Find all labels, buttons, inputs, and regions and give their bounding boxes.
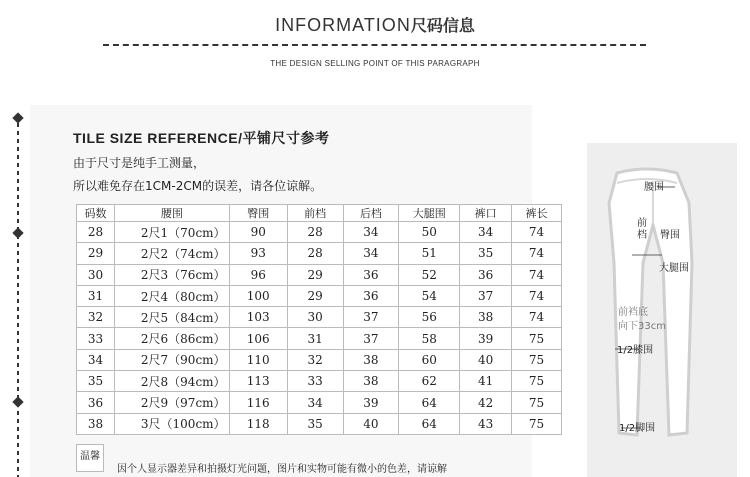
col-hem: 裤口 bbox=[460, 205, 512, 222]
table-row bbox=[77, 413, 562, 434]
cell-length: 74 bbox=[512, 307, 562, 328]
cell-length: 74 bbox=[512, 243, 562, 264]
cell-waist: 2尺4（80cm） bbox=[114, 285, 229, 306]
warm-tip-label: 温馨 bbox=[76, 444, 104, 472]
cell-front-rise: 28 bbox=[287, 243, 343, 264]
cell-thigh: 58 bbox=[399, 328, 460, 349]
table-row bbox=[77, 392, 562, 413]
cell-length: 75 bbox=[512, 328, 562, 349]
cell-back-rise: 39 bbox=[343, 392, 399, 413]
title-chinese: 尺码信息 bbox=[410, 18, 475, 35]
col-front-rise: 前档 bbox=[287, 205, 343, 222]
cell-back-rise: 37 bbox=[343, 328, 399, 349]
diagram-label-hip: 臀围 bbox=[660, 230, 680, 241]
cell-hem: 35 bbox=[460, 243, 512, 264]
title-divider bbox=[103, 44, 646, 46]
cell-length: 75 bbox=[512, 349, 562, 370]
cell-length: 75 bbox=[512, 392, 562, 413]
cell-waist: 2尺1（70cm） bbox=[114, 222, 229, 243]
cell-hip: 90 bbox=[229, 222, 287, 243]
cell-front-rise: 28 bbox=[287, 222, 343, 243]
reference-title: TILE SIZE REFERENCE/平铺尺寸参考 bbox=[73, 130, 330, 146]
cell-waist: 3尺（100cm） bbox=[114, 413, 229, 434]
cell-thigh: 54 bbox=[399, 285, 460, 306]
cell-waist: 2尺3（76cm） bbox=[114, 264, 229, 285]
table-row bbox=[77, 264, 562, 285]
cell-back-rise: 40 bbox=[343, 413, 399, 434]
cell-back-rise: 38 bbox=[343, 349, 399, 370]
table-row bbox=[77, 222, 562, 243]
cell-size: 36 bbox=[77, 392, 115, 413]
col-hip: 臀围 bbox=[229, 205, 287, 222]
cell-size: 28 bbox=[77, 222, 115, 243]
section-title bbox=[0, 13, 750, 36]
cell-hem: 39 bbox=[460, 328, 512, 349]
cell-back-rise: 36 bbox=[343, 285, 399, 306]
cell-thigh: 51 bbox=[399, 243, 460, 264]
cell-hip: 103 bbox=[229, 307, 287, 328]
col-size: 码数 bbox=[77, 205, 115, 222]
col-thigh: 大腿围 bbox=[399, 205, 460, 222]
cell-hip: 93 bbox=[229, 243, 287, 264]
table-row bbox=[77, 243, 562, 264]
diagram-label-waist: 腰围 bbox=[644, 182, 664, 193]
cell-hem: 34 bbox=[460, 222, 512, 243]
cell-waist: 2尺2（74cm） bbox=[114, 243, 229, 264]
cell-hem: 41 bbox=[460, 371, 512, 392]
cell-back-rise: 34 bbox=[343, 243, 399, 264]
col-length: 裤长 bbox=[512, 205, 562, 222]
cell-thigh: 62 bbox=[399, 371, 460, 392]
cell-front-rise: 34 bbox=[287, 392, 343, 413]
diagram-label-thigh: 大腿围 bbox=[659, 263, 689, 274]
pants-diagram bbox=[587, 143, 737, 477]
table-row bbox=[77, 328, 562, 349]
cell-hem: 37 bbox=[460, 285, 512, 306]
cell-back-rise: 37 bbox=[343, 307, 399, 328]
diagram-label-knee: 1/2膝围 bbox=[617, 345, 654, 356]
side-marker bbox=[12, 112, 23, 123]
cell-size: 38 bbox=[77, 413, 115, 434]
cell-hem: 42 bbox=[460, 392, 512, 413]
col-back-rise: 后档 bbox=[343, 205, 399, 222]
cell-thigh: 50 bbox=[399, 222, 460, 243]
cell-waist: 2尺5（84cm） bbox=[114, 307, 229, 328]
side-marker bbox=[12, 396, 23, 407]
measurement-note-1: 由于尺寸是纯手工测量， bbox=[73, 156, 206, 170]
title-english: INFORMATION bbox=[275, 15, 411, 35]
table-row bbox=[77, 307, 562, 328]
measurement-note-2: 所以难免存在1CM-2CM的误差，请各位谅解。 bbox=[73, 179, 323, 193]
diagram-label-hem: 1/2脚围 bbox=[619, 423, 656, 434]
cell-front-rise: 29 bbox=[287, 285, 343, 306]
pants-outline-illustration bbox=[587, 143, 737, 477]
cell-waist: 2尺6（86cm） bbox=[114, 328, 229, 349]
cell-front-rise: 29 bbox=[287, 264, 343, 285]
cell-front-rise: 35 bbox=[287, 413, 343, 434]
cell-hem: 36 bbox=[460, 264, 512, 285]
table-row bbox=[77, 349, 562, 370]
cell-hip: 113 bbox=[229, 371, 287, 392]
section-subtitle: THE DESIGN SELLING POINT OF THIS PARAGRAPH bbox=[270, 59, 480, 68]
col-waist: 腰围 bbox=[114, 205, 229, 222]
cell-size: 32 bbox=[77, 307, 115, 328]
cell-length: 75 bbox=[512, 413, 562, 434]
cell-thigh: 64 bbox=[399, 392, 460, 413]
cell-thigh: 64 bbox=[399, 413, 460, 434]
size-table bbox=[76, 204, 562, 435]
cell-size: 33 bbox=[77, 328, 115, 349]
cell-hip: 106 bbox=[229, 328, 287, 349]
cell-hem: 43 bbox=[460, 413, 512, 434]
cell-front-rise: 31 bbox=[287, 328, 343, 349]
cell-hip: 96 bbox=[229, 264, 287, 285]
cell-waist: 2尺9（97cm） bbox=[114, 392, 229, 413]
cell-waist: 2尺8（94cm） bbox=[114, 371, 229, 392]
cell-length: 75 bbox=[512, 371, 562, 392]
side-marker bbox=[12, 227, 23, 238]
diagram-label-crotch-note-1: 前裆底 bbox=[618, 307, 648, 318]
table-row bbox=[77, 371, 562, 392]
cell-back-rise: 36 bbox=[343, 264, 399, 285]
table-row bbox=[77, 285, 562, 306]
warm-tip-text: 因个人显示器差异和拍摄灯光问题，图片和实物可能有微小的色差，请谅解 bbox=[117, 464, 447, 475]
cell-length: 74 bbox=[512, 222, 562, 243]
table-header-row bbox=[77, 205, 562, 222]
cell-hip: 118 bbox=[229, 413, 287, 434]
cell-hem: 40 bbox=[460, 349, 512, 370]
diagram-label-front-rise-1: 前 bbox=[637, 218, 647, 229]
cell-front-rise: 32 bbox=[287, 349, 343, 370]
cell-size: 34 bbox=[77, 349, 115, 370]
diagram-label-crotch-note-2: 向下33cm bbox=[618, 321, 666, 332]
diagram-label-front-rise-2: 档 bbox=[637, 230, 647, 241]
cell-hip: 116 bbox=[229, 392, 287, 413]
cell-hem: 38 bbox=[460, 307, 512, 328]
cell-hip: 110 bbox=[229, 349, 287, 370]
cell-thigh: 52 bbox=[399, 264, 460, 285]
cell-length: 74 bbox=[512, 264, 562, 285]
cell-length: 74 bbox=[512, 285, 562, 306]
cell-size: 31 bbox=[77, 285, 115, 306]
cell-size: 35 bbox=[77, 371, 115, 392]
cell-thigh: 56 bbox=[399, 307, 460, 328]
cell-size: 29 bbox=[77, 243, 115, 264]
cell-back-rise: 34 bbox=[343, 222, 399, 243]
cell-hip: 100 bbox=[229, 285, 287, 306]
cell-size: 30 bbox=[77, 264, 115, 285]
cell-thigh: 60 bbox=[399, 349, 460, 370]
cell-front-rise: 30 bbox=[287, 307, 343, 328]
side-dashed-line bbox=[17, 115, 19, 477]
cell-front-rise: 33 bbox=[287, 371, 343, 392]
cell-back-rise: 38 bbox=[343, 371, 399, 392]
cell-waist: 2尺7（90cm） bbox=[114, 349, 229, 370]
